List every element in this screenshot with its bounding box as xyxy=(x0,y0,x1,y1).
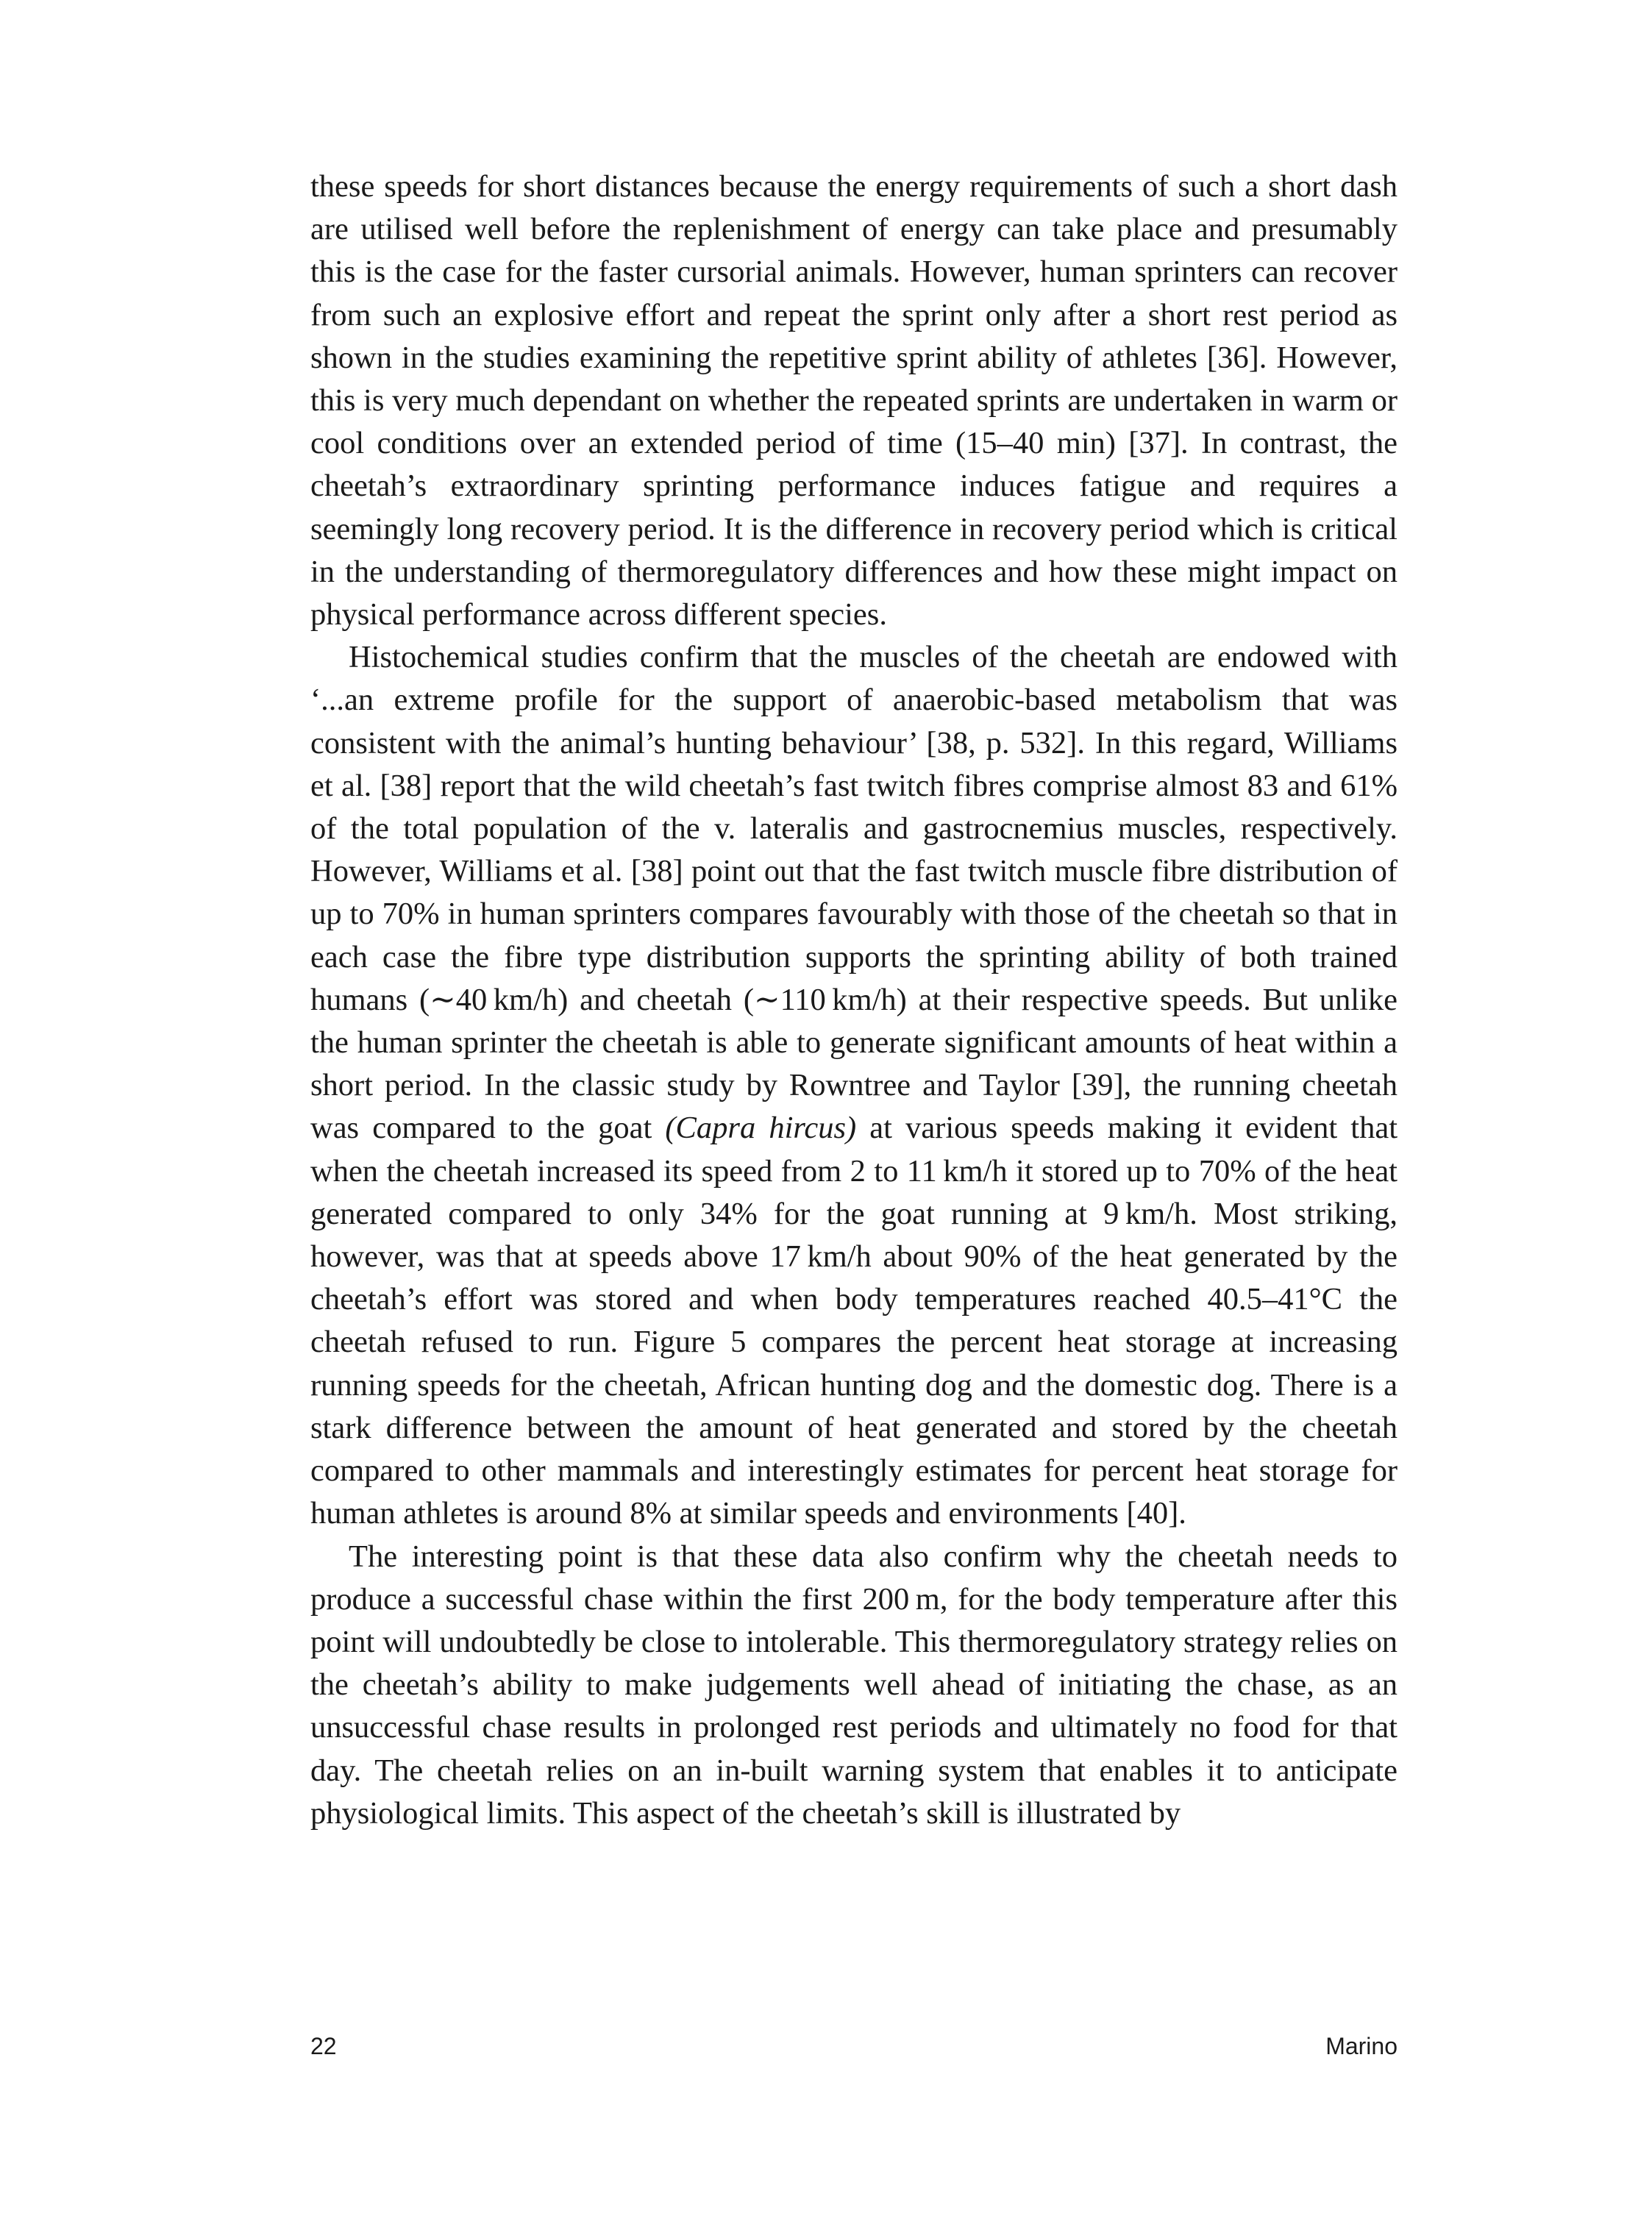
paragraph-3 xyxy=(310,1536,1398,1835)
paragraph-1-text: these speeds for short distances because the energy requirements of such a short dash are utilised well before the replenishment of energy can take place and presumably this is the case for the faster cursorial animals. However, human sprinters can recover from such an explosive effort and repeat the sprint only after a short rest period as shown in the studies examining the repetitive sprint ability of athletes [36]. However, this is very much dependant on whether the repeated sprints are undertaken in warm or cool conditions over an extended period of time (15–40 min) [37]. In contrast, the cheetah’s extraordinary sprinting performance induces fatigue and requires a seemingly long recovery period. It is the difference in recovery period which is critical in the understanding of thermoregulatory differences and how these might impact on physical performance across different species. xyxy=(310,169,1398,633)
paragraph-2-text-b: at various speeds making it evident that when the cheetah increased its speed from 2 to 11 km/h it stored up to 70% of the heat generated compared to only 34% for the goat running at 9 km/h. Most striking, however, was that at speeds above 17 km/h about 90% of the heat generated by the cheetah’s effort was stored and when body temperatures reached 40.5–41°C the cheetah refused to run. Figure 5 compares the percent heat storage at increasing running speeds for the cheetah, African hunting dog and the domestic dog. There is a stark difference between the amount of heat generated and stored by the cheetah compared to other mammals and interestingly estimates for percent heat storage for human athletes is around 8% at similar speeds and environments [40]. xyxy=(310,1111,1398,1531)
paragraph-2-text-a: Histochemical studies confirm that the muscles of the cheetah are endowed with ‘...an extreme profile for the support of anaerobic-based metabolism that was consistent with the animal’s hunting behaviour’ [38, p. 532]. In this regard, Williams et al. [38] report that the wild cheetah’s fast twitch fibres comprise almost 83 and 61% of the total population of the v. lateralis and gastrocnemius muscles, respectively. However, Williams et al. [38] point out that the fast twitch muscle fibre distribution of up to 70% in human sprinters compares favourably with those of the cheetah so that in each case the fibre type distribution supports the sprinting ability of both trained humans (∼40 km/h) and cheetah (∼110 km/h) at their respective speeds. But unlike the human sprinter the cheetah is able to generate significant amounts of heat within a short period. In the classic study by Rowntree and Taylor [39], the running cheetah was compared to the goat xyxy=(310,640,1398,1146)
paragraph-2 xyxy=(310,636,1398,1535)
page-number: 22 xyxy=(310,2033,337,2059)
paragraph-3-text: The interesting point is that these data also confirm why the cheetah needs to produce a successful chase within the first 200 m, for the body temperature after this point will undoubtedly be close to intolerable. This thermoregulatory strategy relies on the cheetah’s ability to make judgements well ahead of initiating the chase, as an unsuccessful chase results in prolonged rest periods and ultimately no food for that day. The cheetah relies on an in-built warning system that enables it to anticipate physiological limits. This aspect of the cheetah’s skill is illustrated by xyxy=(310,1539,1398,1831)
species-name-italic: (Capra hircus) xyxy=(665,1111,857,1146)
running-author: Marino xyxy=(1325,2033,1398,2059)
body-text xyxy=(310,165,1398,1835)
paragraph-1 xyxy=(310,165,1398,636)
